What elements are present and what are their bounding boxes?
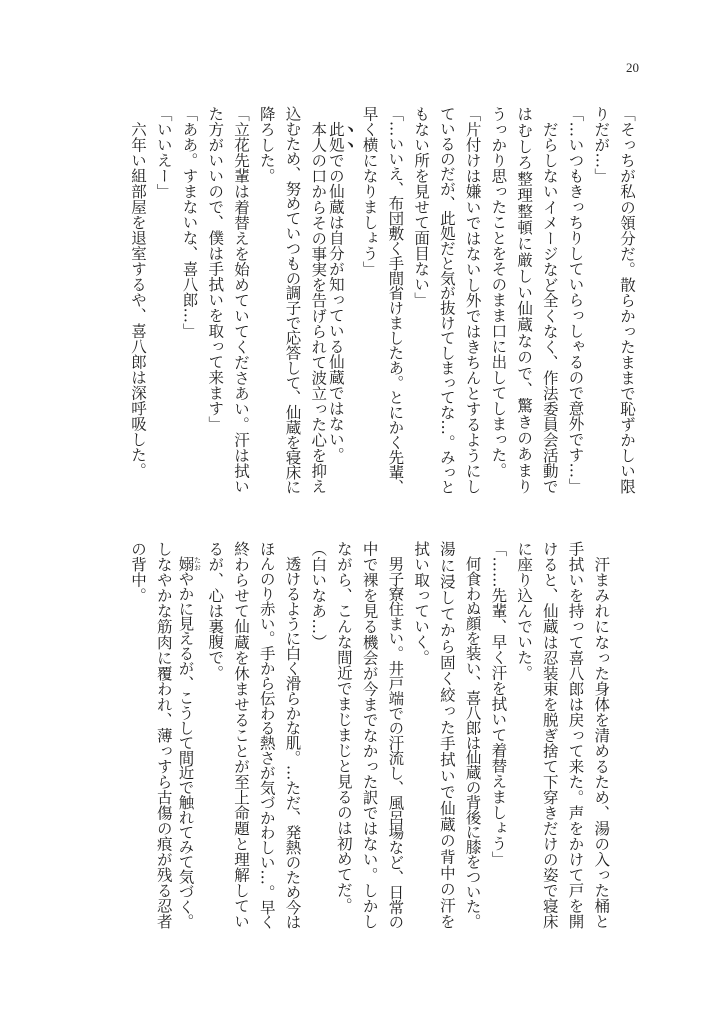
text-line: 「…いいえ、布団敷く手間省けましたあ。とにかく先輩、 — [386, 106, 405, 494]
text-line: るが、心は裏腹で。 — [206, 541, 225, 681]
text-line: だらしないイメージなど全くなく、作法委員会活動で — [540, 106, 559, 494]
lower-text-block — [124, 541, 639, 929]
text-line: 汗まみれになった身体を清めるため、湯の入った桶と — [592, 541, 611, 929]
text-line: 「…いつもきっちりしていらっしゃるので意外です…」 — [566, 106, 585, 494]
text-line: 男子寮住まい。井戸端での汗流し、風呂場など、日常の — [386, 541, 405, 929]
text-line: 手拭いを持って喜八郎は戻って来た。声をかけて戸を開 — [566, 541, 585, 929]
text-line: 「片付けは嫌いではないし外ではきちんとするようにし — [463, 106, 482, 494]
text-line: た方がいいので、僕は手拭いを取って来ます」 — [206, 106, 225, 432]
blank-line — [613, 541, 639, 929]
line-text: での仙蔵は自分が知っている仙蔵ではない。 — [326, 152, 345, 463]
text-line: 「立花先輩は着替えを始めていてくださあい。汗は拭い — [231, 106, 250, 494]
indent-space — [177, 541, 195, 556]
text-line: 終わらせて仙蔵を休ませることが至上命題と理解してい — [231, 541, 250, 929]
text-line: ほんのり赤い。手から伝わる熱さが気づかわしい…。早く — [257, 541, 276, 929]
text-line: ているのだが、此処だと気が抜けてしまってな…。みっと — [437, 106, 456, 494]
text-line-with-ruby — [176, 541, 202, 929]
upper-text-block — [124, 106, 639, 494]
ruby-base: 嫋 — [176, 555, 195, 571]
text-line: はむしろ整理整頓に厳しい仙蔵なので、驚きのあまり — [515, 106, 534, 494]
text-line: ながら、こんな間近でまじまじと見るのは初めてだ。 — [334, 541, 353, 913]
ruby-annotation — [176, 555, 202, 571]
text-line: しなやかな筋肉に覆われ、薄っすら古傷の痕が残る忍者 — [154, 541, 173, 929]
text-line: 拭い取っていく。 — [412, 541, 431, 665]
text-line: 「いいえー」 — [154, 106, 173, 199]
text-line: （白いなあ…） — [309, 541, 328, 650]
ruby-reading: たお — [193, 555, 202, 571]
text-line: 何食わぬ顔を装い、喜八郎は仙蔵の背後に膝をついた。 — [463, 541, 482, 929]
text-line: けると、仙蔵は忍装束を脱ぎ捨て下穿きだけの姿で寝床 — [540, 541, 559, 929]
text-line: もない所を見せて面目ない」 — [412, 106, 431, 308]
text-line: 透けるように白く滑らかな肌。…ただ、発熱のため今は — [283, 541, 302, 929]
text-line: 早く横になりましょう」 — [360, 106, 379, 277]
text-line: 込むため、努めていつもの調子で応答して、仙蔵を寝床に — [283, 106, 302, 494]
text-line: 中で裸を見る機会が今までなかった訳ではない。しかし — [360, 541, 379, 929]
text-line: に座り込んでいた。 — [515, 541, 534, 681]
text-line: 六年い組部屋を退室するや、喜八郎は深呼吸した。 — [129, 106, 148, 478]
text-line: の背中。 — [129, 541, 148, 603]
text-line: 降ろした。 — [257, 106, 276, 184]
page-number: 20 — [626, 60, 639, 75]
text-line: りだが…」 — [592, 106, 611, 184]
text-line: 本人の口からその事実を告げられて波立った心を抑え — [309, 106, 328, 494]
text-line: 「ああ。すまないな、喜八郎…」 — [180, 106, 199, 339]
emphasized-text: 此処 — [326, 121, 345, 153]
text-line: 「そっちが私の領分だ。散らかったままで恥ずかしい限 — [618, 106, 636, 494]
text-line: 湯に浸してから固く絞った手拭いで仙蔵の背中の汗を — [437, 541, 456, 929]
text-line: 「……先輩、早く汗を拭いて着替えましょう」 — [489, 541, 508, 867]
text-line: うっかり思ったことをそのまま口に出してしまった。 — [489, 106, 508, 478]
line-text: やかに見えるが、こうして間近で触れてみて気づく。 — [176, 570, 195, 929]
text-line-with-emphasis — [326, 106, 356, 494]
